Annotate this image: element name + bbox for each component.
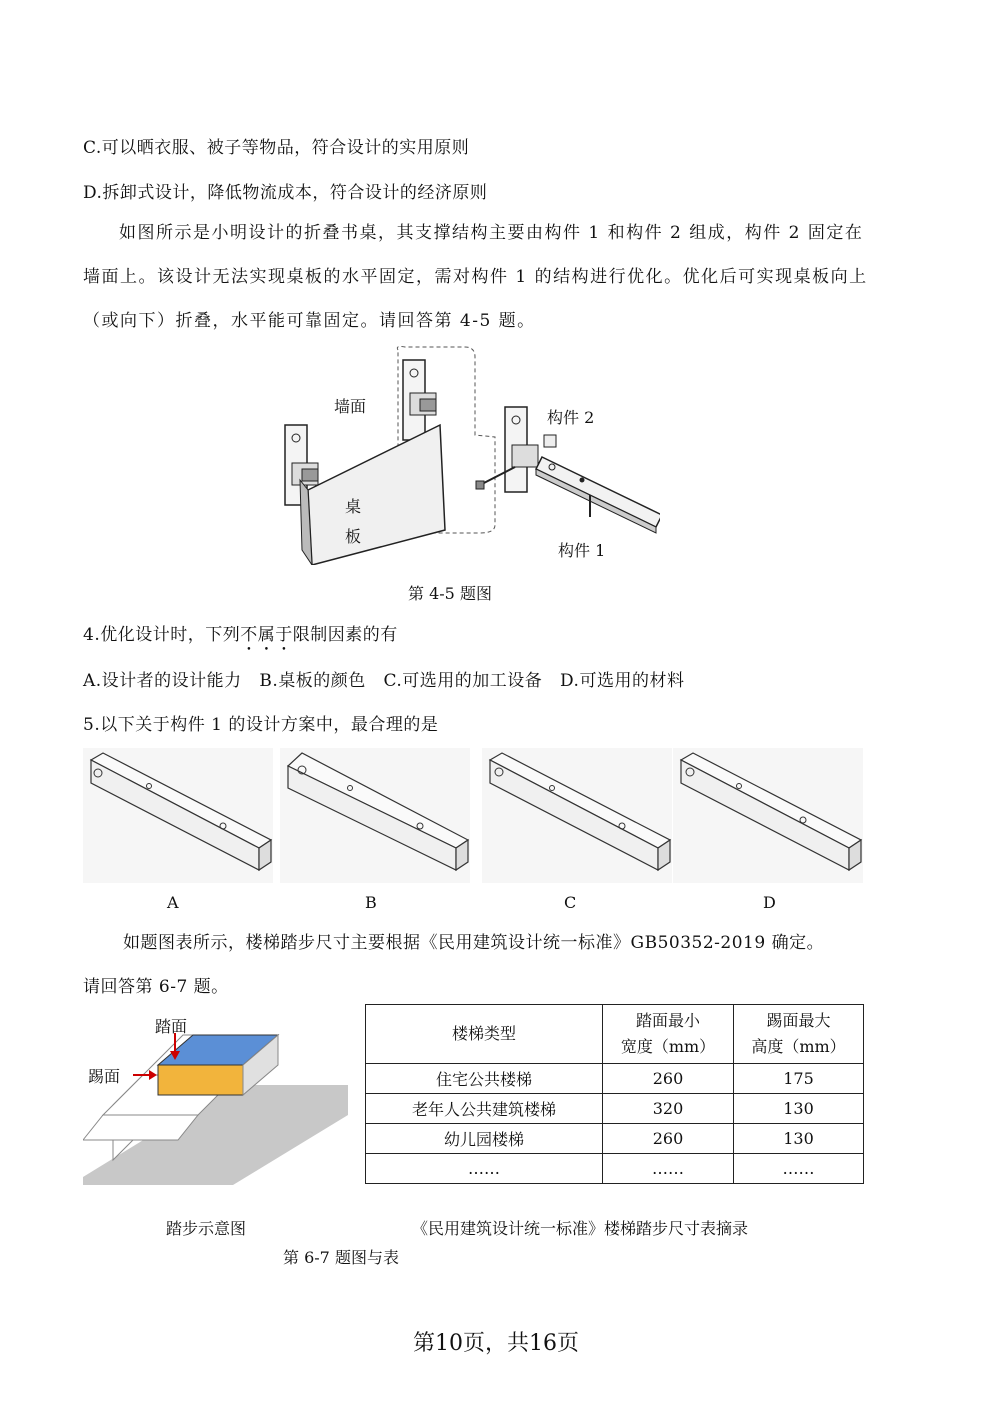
q5-option-b-label: B bbox=[365, 893, 377, 912]
tread-label: 踏面 bbox=[155, 1017, 188, 1036]
option-d-text: D.拆卸式设计，降低物流成本，符合设计的经济原则 bbox=[83, 183, 488, 203]
table-cell: 260 bbox=[603, 1124, 734, 1154]
figure-4-5-drawing bbox=[280, 345, 660, 565]
stair-diagram bbox=[83, 1005, 348, 1185]
header-tread-width bbox=[603, 1005, 734, 1064]
header-riser-height bbox=[734, 1005, 864, 1064]
page-footer: 第10页，共16页 bbox=[413, 1331, 579, 1356]
table-header-row bbox=[366, 1005, 864, 1064]
table-cell: 幼儿园楼梯 bbox=[366, 1124, 603, 1154]
table-row bbox=[366, 1154, 864, 1184]
q5-stem: 5.以下关于构件 1 的设计方案中，最合理的是 bbox=[83, 715, 439, 735]
intro-4-5-text: 如图所示是小明设计的折叠书桌，其支撑结构主要由构件 1 和构件 2 组成，构件 2 固定在墙面上。该设计无法实现桌板的水平固定，需对构件 1 的结构进行优化。优化后可实现桌板向上（或向下）折叠，水平能可靠固定。请回答第 4-5 题。 bbox=[83, 223, 868, 331]
intro-6-7-line2: 请回答第 6-7 题。 bbox=[83, 977, 229, 997]
stair-riser bbox=[158, 1065, 243, 1095]
table-row bbox=[366, 1064, 864, 1094]
table-cell: 130 bbox=[734, 1094, 864, 1124]
header-riser-2: 高度（mm） bbox=[751, 1037, 846, 1056]
board-label-2: 板 bbox=[345, 527, 362, 546]
table-caption: 《民用建筑设计统一标准》楼梯踏步尺寸表摘录 bbox=[412, 1219, 749, 1238]
table-cell: 260 bbox=[603, 1064, 734, 1094]
intro-4-5 bbox=[83, 211, 873, 343]
header-tread-1: 踏面最小 bbox=[635, 1011, 700, 1030]
table-cell: …… bbox=[603, 1154, 734, 1184]
q5-option-c-label: C bbox=[564, 893, 577, 912]
stair-figure-caption: 踏步示意图 bbox=[166, 1219, 247, 1238]
option-c-text: C.可以晒衣服、被子等物品，符合设计的实用原则 bbox=[83, 138, 470, 158]
q5-option-a-bar bbox=[83, 748, 273, 883]
wall-label: 墙面 bbox=[334, 397, 367, 416]
part2-label: 构件 2 bbox=[547, 408, 595, 427]
board-label-1: 桌 bbox=[345, 497, 362, 516]
figure-6-7-caption: 第 6-7 题图与表 bbox=[283, 1248, 399, 1267]
riser-label: 踢面 bbox=[88, 1067, 121, 1086]
header-riser-1: 踢面最大 bbox=[766, 1011, 831, 1030]
q4-stem bbox=[83, 620, 398, 655]
table-row bbox=[366, 1124, 864, 1154]
table-cell: 130 bbox=[734, 1124, 864, 1154]
q5-option-b-bar bbox=[280, 748, 470, 883]
table-row bbox=[366, 1094, 864, 1124]
table-cell: 320 bbox=[603, 1094, 734, 1124]
q4-stem-emphasis: 不属于 bbox=[240, 625, 293, 645]
table-cell: 175 bbox=[734, 1064, 864, 1094]
part1-label: 构件 1 bbox=[558, 541, 606, 560]
q5-option-d-label: D bbox=[763, 893, 776, 912]
header-tread-2: 宽度（mm） bbox=[620, 1037, 716, 1056]
figure-4-5-caption: 第 4-5 题图 bbox=[408, 584, 492, 603]
q4-stem-post: 限制因素的有 bbox=[292, 625, 398, 645]
table-cell: …… bbox=[734, 1154, 864, 1184]
intro-6-7-line1: 如题图表所示，楼梯踏步尺寸主要根据《民用建筑设计统一标准》GB50352-2019 确定。 bbox=[123, 933, 825, 953]
table-cell: 老年人公共建筑楼梯 bbox=[366, 1094, 603, 1124]
stair-standard-table bbox=[365, 1004, 864, 1184]
q4-options: A.设计者的设计能力 B.桌板的颜色 C.可选用的加工设备 D.可选用的材料 bbox=[83, 671, 685, 691]
table-cell: 住宅公共楼梯 bbox=[366, 1064, 603, 1094]
desk-board bbox=[308, 425, 445, 565]
q5-option-a-label: A bbox=[167, 893, 179, 912]
header-stair-type: 楼梯类型 bbox=[366, 1005, 603, 1064]
q4-stem-pre: 4.优化设计时，下列 bbox=[83, 625, 241, 645]
q5-option-d-bar bbox=[673, 748, 863, 883]
table-cell: …… bbox=[366, 1154, 603, 1184]
q5-option-c-bar bbox=[482, 748, 672, 883]
